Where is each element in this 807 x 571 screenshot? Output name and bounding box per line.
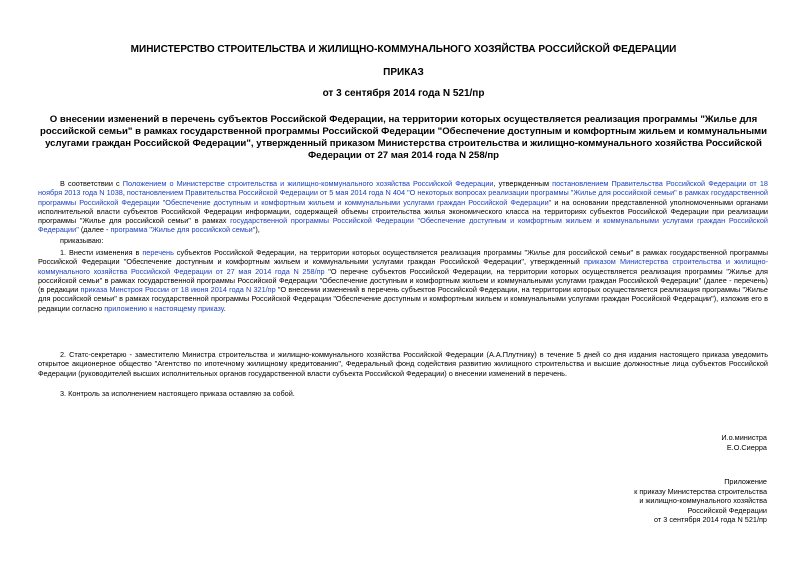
document-type: ПРИКАЗ: [383, 67, 424, 78]
item-1-text-1: 1. Внести изменения в: [60, 248, 143, 257]
ministry-heading: МИНИСТЕРСТВО СТРОИТЕЛЬСТВА И ЖИЛИЩНО-КОММУНАЛЬНОГО ХОЗЯЙСТВА РОССИЙСКОЙ ФЕДЕРАЦИИ: [130, 44, 677, 55]
appendix-line-4: Российской Федерации: [687, 505, 767, 515]
link-housing-program[interactable]: программа "Жилье для российской семьи": [110, 225, 256, 235]
document-date: от 3 сентября 2014 года N 521/пр: [322, 88, 485, 99]
preamble-text-2: , утвержденным: [493, 179, 553, 188]
item-1-paragraph: [38, 248, 768, 313]
item-3-paragraph: 3. Контроль за исполнением настоящего приказа оставляю за собой.: [60, 389, 295, 398]
signature-position: И.о.министра: [721, 433, 767, 442]
preamble-paragraph: [38, 179, 768, 235]
preamble-text-1: В соответствии с: [60, 179, 123, 188]
appendix-line-3: и жилищно-коммунального хозяйства: [639, 496, 767, 505]
preamble-text-3: ,: [122, 188, 127, 198]
appendix-line-1: Приложение: [724, 477, 767, 486]
preamble-text-4: и на основании представленной уполномоченными органами исполнительной власти субъектов Российской Федерации информации, содержащей объемы строительства жилья экономического класса на территориях субъектов Российской Федерации при реализации программы "Жилье для российской семьи" в рамках: [38, 197, 768, 226]
document-title: [40, 114, 767, 162]
signature-block: [721, 433, 767, 452]
appendix-line-5: от 3 сентября 2014 года N 521/пр: [653, 515, 767, 524]
title-link-order-258[interactable]: приказом Министерства строительства и жилищно-коммунального хозяйства Российской Федерации от 27 мая 2014 года N 258/пр: [307, 138, 762, 161]
link-ministry-regulation[interactable]: Положением о Министерстве строительства и жилищно-коммунального хозяйства Российской Федерации: [122, 179, 494, 188]
link-order-321[interactable]: приказа Минстроя России от 18 июня 2014 года N 321/пр: [80, 285, 276, 295]
signature-name: Е.О.Сиерра: [726, 442, 767, 452]
preamble-text-5: (далее -: [78, 225, 111, 235]
link-resolution-404[interactable]: постановлением Правительства Российской Федерации от 5 мая 2014 года N 404 "О некоторых вопросах реализации программы "Жилье для российской семьи" в рамках государственной программы Российской Федерации "Обеспечение доступным и комфортным жильем и коммунальными услугами граждан Российской Федерации": [38, 188, 768, 207]
item-1-text-4: "О внесении изменений в перечень субъектов Российской Федерации, на территории которых осуществляется реализация программы "Жилье для российской семьи" в рамках государственной программы Российской Федерации "Обеспечение доступным и комфортным жильем и коммунальными услугами граждан Российской Федерации"), изложив его в редакции согласно: [38, 285, 768, 313]
title-text: О внесении изменений в перечень субъектов Российской Федерации, на территории которых осуществляется реализация программы "Жилье для российской семьи" в рамках государственной программы Российской Федерации "Обеспечение доступным и комфортным жильем и коммунальными услугами граждан Российской Федерации", утвержденный: [40, 114, 768, 149]
appendix-block: [634, 477, 767, 525]
preamble-text-6: ),: [255, 225, 260, 235]
link-appendix[interactable]: приложению к настоящему приказу: [104, 303, 224, 313]
order-word: приказываю:: [60, 236, 104, 245]
item-1-text-5: .: [223, 303, 226, 313]
link-order-258[interactable]: приказом Министерства строительства и жилищно-коммунального хозяйства Российской Федерации от 27 мая 2014 года N 258/пр: [38, 257, 768, 276]
item-2-paragraph: 2. Статс-секретарю - заместителю Министра строительства и жилищно-коммунального хозяйства Российской Федерации (А.А.Плутнику) в течение 5 дней со дня издания настоящего приказа уведомить открытое акционерное общество "Агентство по ипотечному жилищному кредитованию", Федеральный фонд содействия развитию жилищного строительства и высшие должностные лица субъектов Российской Федерации (руководителей высших исполнительных органов государственной власти субъекта Российской Федерации) о внесении изменений в перечень.: [38, 350, 768, 378]
item-1-text-2: субъектов Российской Федерации, на территории которых осуществляется реализация программы "Жилье для российской семьи" в рамках государственной программы Российской Федерации "Обеспечение доступным и комфортным жильем и коммунальными услугами граждан Российской Федерации", утвержденный: [38, 248, 769, 267]
link-perechen[interactable]: перечень: [142, 248, 174, 257]
link-resolution-1038[interactable]: постановлением Правительства Российской Федерации от 18 ноября 2013 года N 1038: [38, 179, 768, 198]
link-state-program[interactable]: государственной программы Российской Федерации "Обеспечение доступным и комфортным жильем и коммунальными услугами граждан Российской Федерации": [38, 216, 768, 235]
appendix-line-2: к приказу Министерства строительства: [634, 486, 767, 496]
item-1-text-3: "О перечне субъектов Российской Федерации, на территории которых осуществляется реализация программы "Жилье для российской семьи" в рамках государственной программы Российской Федерации "Обеспечение доступным и комфортным жильем и коммунальными услугами граждан Российской Федерации" (далее - перечень) (в редакции: [38, 266, 768, 295]
